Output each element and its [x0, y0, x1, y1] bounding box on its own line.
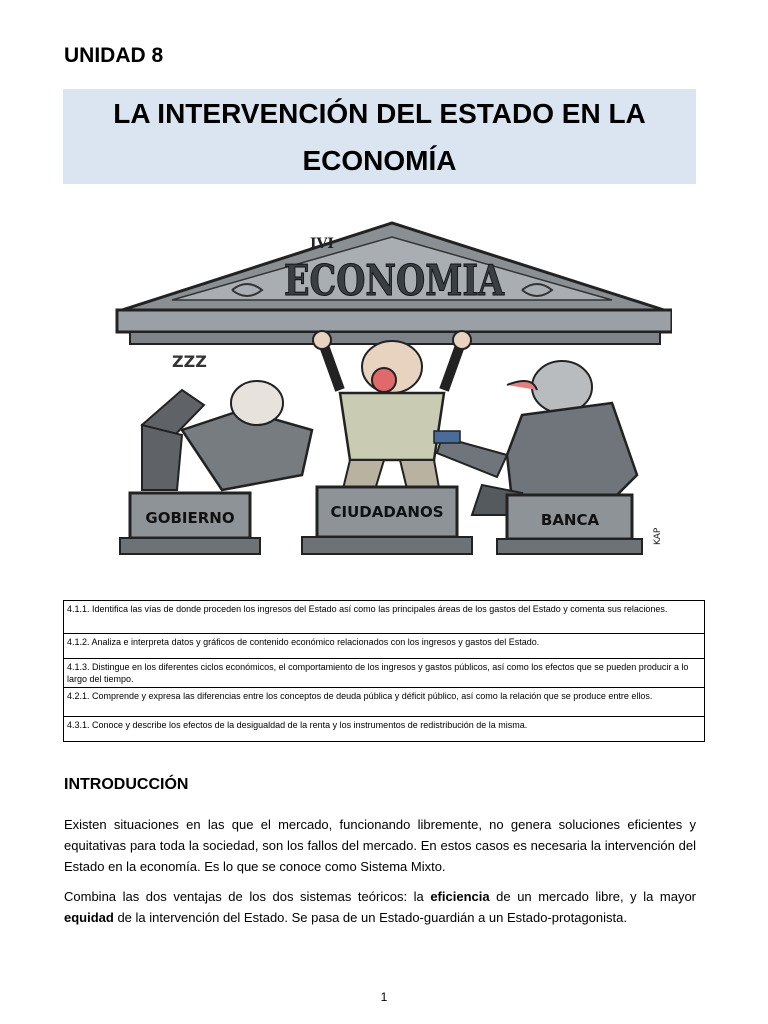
government-figure [142, 352, 312, 490]
intro-paragraph-1: Existen situaciones en las que el mercado, funcionando libremente, no genera soluciones eficientes y equitativas para toda la sociedad, son los fallos del mercado. En estos casos es necesaria la intervención del Estado en la economía. Es lo que se conoce como Sistema Mixto. [64, 817, 696, 874]
page-title-line-1: LA INTERVENCIÓN DEL ESTADO EN LA [113, 97, 646, 129]
sleep-text: ZZZ [172, 352, 207, 371]
page-number: 1 [380, 990, 388, 1004]
pedestal-label-gobierno: GOBIERNO [145, 509, 235, 527]
page-title-box [63, 89, 696, 184]
paragraph-text: de la intervención del Estado. Se pasa de un Estado-guardián a un Estado-protagonista. [113, 910, 627, 925]
criterion-cell: 4.3.1. Conoce y describe los efectos de la desigualdad de la renta y los instrumentos de redistribución de la misma. [64, 717, 705, 742]
pedestal-gobierno [120, 493, 260, 554]
pediment-mark: IVI [310, 236, 334, 252]
artist-signature: KAP [653, 527, 663, 545]
page-title-line-2: ECONOMÍA [302, 144, 457, 176]
pedestal-label-banca: BANCA [540, 511, 600, 529]
section-heading-introduccion: INTRODUCCIÓN [64, 776, 189, 793]
table-row [64, 634, 705, 659]
evaluation-criteria-table [63, 600, 705, 742]
pedestal-banca [497, 495, 642, 554]
unit-label: UNIDAD 8 [64, 44, 164, 67]
temple-label: ECONOMIA [284, 256, 506, 305]
criterion-cell: 4.1.3. Distingue en los diferentes ciclos económicos, el comportamiento de los ingresos y gastos públicos, así como los efectos que se pueden producir a lo largo del tiempo. [64, 659, 705, 688]
pedestal-label-ciudadanos: CIUDADANOS [330, 503, 444, 521]
criterion-cell: 4.1.1. Identifica las vías de donde proceden los ingresos del Estado así como las principales áreas de los gastos del Estado y comenta sus relaciones. [64, 601, 705, 634]
intro-paragraph-2 [64, 886, 696, 928]
bank-figure [434, 361, 637, 515]
table-row [64, 601, 705, 634]
citizen-figure [313, 331, 471, 493]
paragraph-text: Combina las dos ventajas de los dos sistemas teóricos: la [64, 889, 431, 904]
table-row [64, 688, 705, 717]
emphasis-equidad: equidad [64, 910, 114, 925]
criterion-cell: 4.1.2. Analiza e interpreta datos y gráficos de contenido económico relacionados con los ingresos y gastos del Estado. [64, 634, 705, 659]
criterion-cell: 4.2.1. Comprende y expresa las diferencias entre los conceptos de deuda pública y déficit público, así como la relación que se produce entre ellos. [64, 688, 705, 717]
table-row [64, 717, 705, 742]
paragraph-text: de un mercado libre, y la mayor [489, 889, 697, 904]
economy-cartoon-illustration [112, 215, 672, 560]
pedestal-ciudadanos [302, 487, 472, 554]
table-row [64, 659, 705, 688]
emphasis-eficiencia: eficiencia [430, 889, 490, 904]
temple-beam [117, 310, 672, 332]
